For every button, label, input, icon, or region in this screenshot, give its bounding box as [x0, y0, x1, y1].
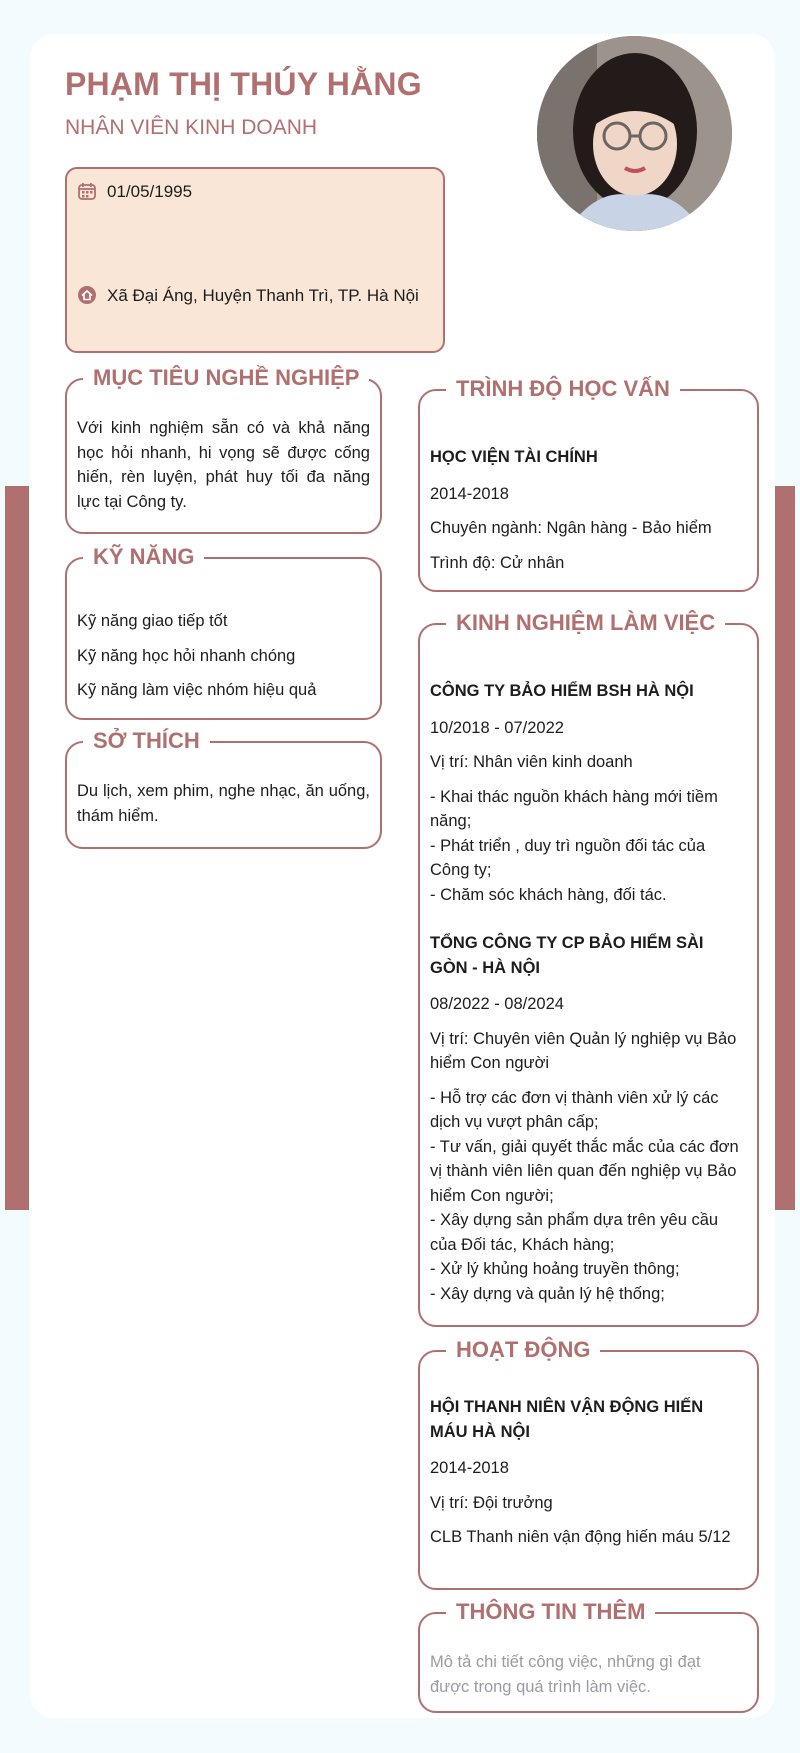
job-duty: - Hỗ trợ các đơn vị thành viên xử lý các dịch vụ vượt phân cấp; [430, 1088, 719, 1131]
experience-title: KINH NGHIỆM LÀM VIỆC [446, 608, 725, 638]
education-period: 2014-2018 [430, 484, 509, 503]
education-school: HỌC VIỆN TÀI CHÍNH [430, 448, 598, 466]
extra-info-title: THÔNG TIN THÊM [446, 1597, 655, 1627]
skills-title: KỸ NĂNG [83, 542, 204, 572]
extra-info-text: Mô tả chi tiết công việc, những gì đạt được trong quá trình làm việc. [430, 1653, 701, 1696]
skills-card [65, 544, 382, 720]
job-entry [430, 679, 743, 907]
address-row [77, 283, 423, 308]
job-period: 08/2022 - 08/2024 [430, 995, 564, 1013]
skill-item: Kỹ năng giao tiếp tốt [77, 612, 228, 630]
activity-detail: CLB Thanh niên vận động hiến máu 5/12 [430, 1528, 731, 1546]
calendar-icon [77, 181, 97, 201]
avatar [537, 36, 732, 231]
job-duty: - Xây dựng và quản lý hệ thống; [430, 1284, 665, 1303]
extra-info-card [418, 1599, 759, 1713]
job-position: Vị trí: Nhân viên kinh doanh [430, 753, 633, 771]
skill-item: Kỹ năng làm việc nhóm hiệu quả [77, 681, 317, 699]
contact-box [65, 167, 445, 353]
dob-value: 01/05/1995 [107, 182, 193, 201]
objective-card [65, 365, 382, 534]
job-duties [430, 785, 743, 908]
education-title: TRÌNH ĐỘ HỌC VẤN [446, 374, 680, 404]
skill-item: Kỹ năng học hỏi nhanh chóng [77, 646, 296, 665]
job-duty: - Tư vấn, giải quyết thắc mắc của các đơn vị thành viên liên quan đến nghiệp vụ Bảo hiểm Con người; [430, 1137, 739, 1205]
dob-row [77, 179, 423, 204]
education-degree: Trình độ: Cử nhân [430, 553, 565, 572]
job-company: CÔNG TY BẢO HIỂM BSH HÀ NỘI [430, 682, 694, 700]
home-icon [77, 285, 97, 305]
education-major: Chuyên ngành: Ngân hàng - Bảo hiểm [430, 519, 712, 537]
job-entry [430, 931, 743, 1306]
job-period: 10/2018 - 07/2022 [430, 718, 564, 737]
objective-text: Với kinh nghiệm sẵn có và khả năng học hỏi nhanh, hi vọng sẽ được cống hiến, rèn luyện, phát huy tối đa năng lực tại Công ty. [77, 419, 370, 511]
left-side-band [5, 486, 29, 1210]
job-duty: - Khai thác nguồn khách hàng mới tiềm năng; [430, 787, 718, 830]
activity-period: 2014-2018 [430, 1459, 509, 1477]
job-title: NHÂN VIÊN KINH DOANH [65, 116, 318, 139]
education-card [418, 376, 759, 592]
activity-org: HỘI THANH NIÊN VẬN ĐỘNG HIẾN MÁU HÀ NỘI [430, 1398, 704, 1441]
candidate-name: PHẠM THỊ THÚY HẰNG [65, 66, 422, 102]
activity-position: Vị trí: Đội trưởng [430, 1493, 553, 1512]
job-company: TỔNG CÔNG TY CP BẢO HIỂM SÀI GÒN - HÀ NỘI [430, 934, 704, 977]
hobbies-title: SỞ THÍCH [83, 726, 210, 756]
objective-title: MỤC TIÊU NGHỀ NGHIỆP [83, 363, 369, 393]
job-duty: - Xử lý khủng hoảng truyền thông; [430, 1260, 680, 1278]
hobbies-card [65, 728, 382, 849]
job-duty: - Chăm sóc khách hàng, đối tác. [430, 885, 667, 904]
job-duties [430, 1086, 743, 1307]
hobbies-text: Du lịch, xem phim, nghe nhạc, ăn uống, thám hiểm. [77, 782, 370, 825]
address-value: Xã Đại Áng, Huyện Thanh Trì, TP. Hà Nội [107, 286, 419, 305]
activities-card [418, 1337, 759, 1590]
job-position: Vị trí: Chuyên viên Quản lý nghiệp vụ Bảo hiểm Con người [430, 1029, 737, 1072]
experience-card [418, 610, 759, 1327]
job-duty: - Xây dựng sản phẩm dựa trên yêu cầu của Đối tác, Khách hàng; [430, 1211, 719, 1254]
job-duty: - Phát triển , duy trì nguồn đối tác của Công ty; [430, 836, 706, 879]
activities-title: HOẠT ĐỘNG [446, 1335, 600, 1365]
